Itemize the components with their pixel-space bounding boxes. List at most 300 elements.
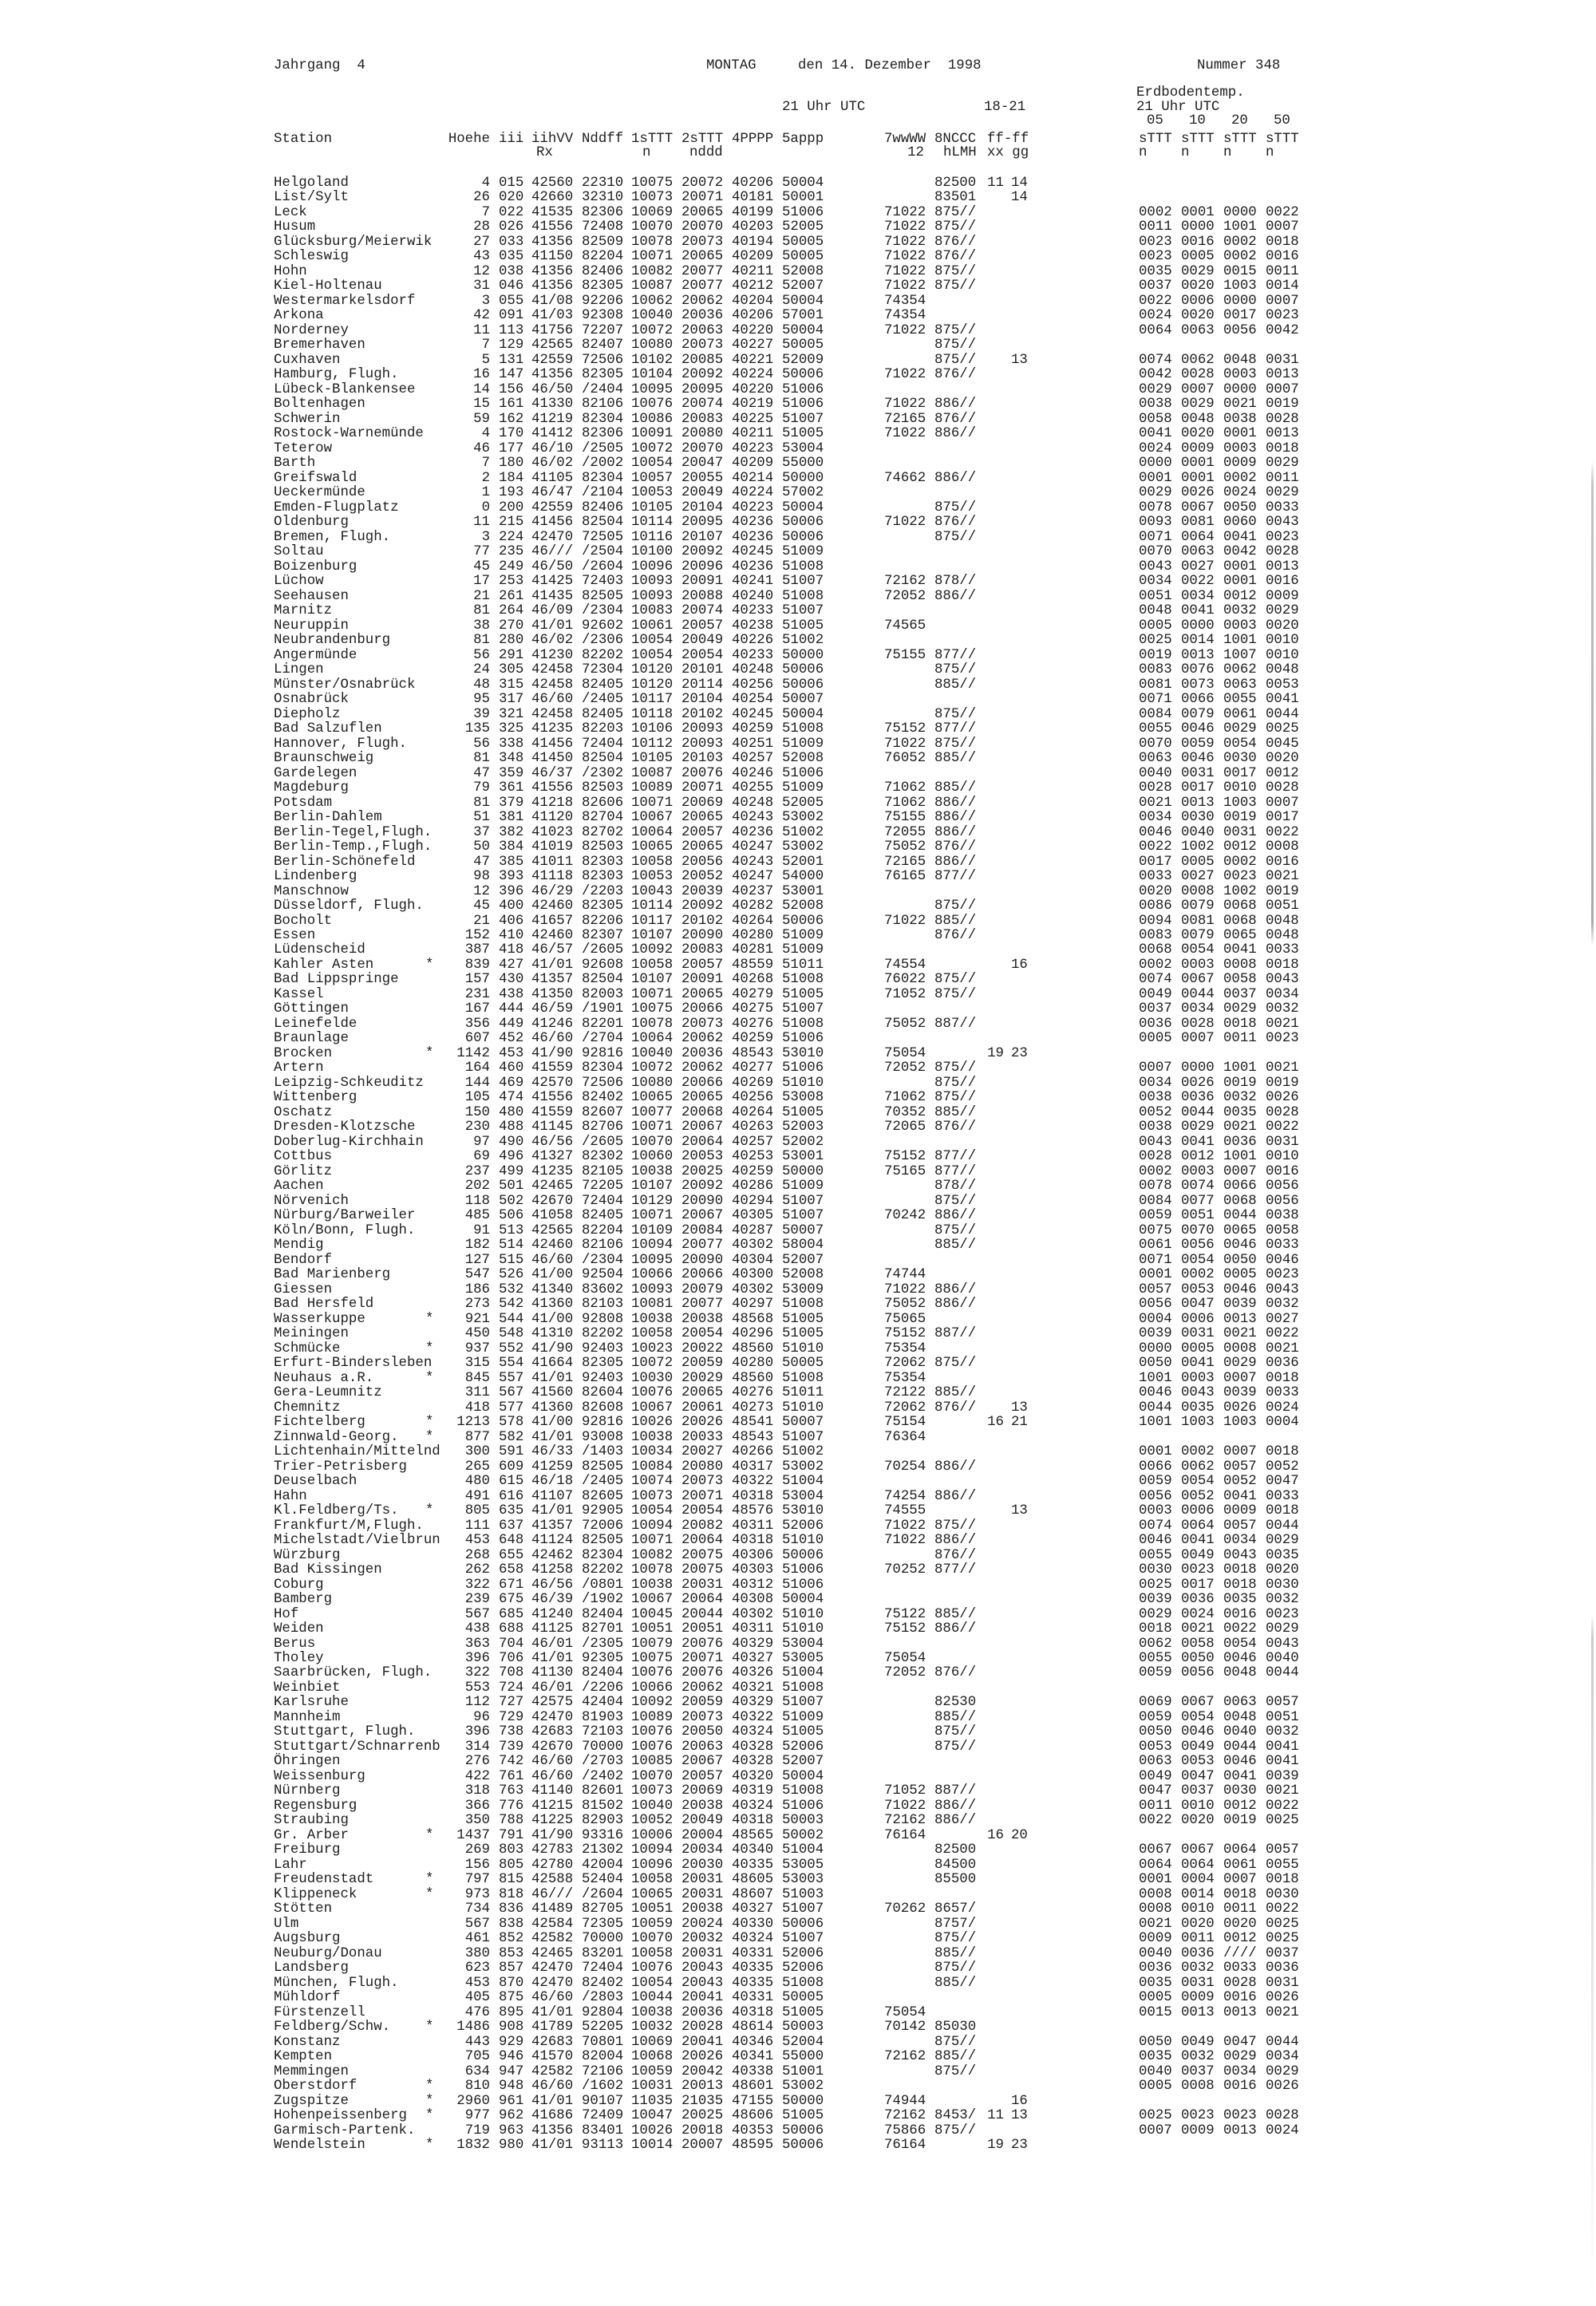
group-2sttt: 20076 — [681, 1665, 724, 1681]
soil-temp-50: 0018 — [1266, 1872, 1299, 1888]
soil-temp-20: 0010 — [1223, 780, 1257, 796]
group-4pppp: 40335 — [732, 1975, 774, 1991]
group-7wwww: 71022 — [884, 234, 926, 250]
soil-temp-05: 0051 — [1139, 588, 1172, 604]
group-5appp: 53003 — [782, 1872, 824, 1888]
group-7wwww: 70242 — [884, 1208, 926, 1224]
group-iihvv: 41125 — [531, 1621, 574, 1637]
group-1sttt: 10120 — [631, 677, 674, 693]
col-ff: ff-ff — [987, 132, 1029, 147]
soil-temp-10: 0050 — [1181, 1651, 1215, 1666]
station-id: 180 — [499, 456, 524, 472]
soil-temp-20: 0018 — [1223, 1577, 1257, 1593]
station-id: 381 — [499, 810, 524, 826]
group-7wwww: 71022 — [884, 219, 926, 235]
group-8nccc: 886// — [934, 824, 977, 840]
mountain-station-marker: * — [425, 1311, 434, 1327]
soil-temp-20: 0030 — [1223, 751, 1257, 767]
group-5appp: 53002 — [782, 810, 824, 826]
group-5appp: 52003 — [782, 1119, 824, 1135]
table-row — [0, 649, 1357, 663]
group-4pppp: 48559 — [732, 957, 774, 973]
table-row — [0, 1843, 1357, 1858]
group-1sttt: 10059 — [631, 2063, 674, 2079]
group-iihvv: 41/90 — [531, 1045, 574, 1061]
soil-temp-20: 0048 — [1223, 352, 1257, 368]
group-nddff: 92816 — [582, 1045, 624, 1061]
elevation: 231 — [464, 986, 490, 1002]
soil-temp-05: 0038 — [1139, 1090, 1172, 1106]
soil-temp-50: 0022 — [1266, 1119, 1299, 1135]
soil-temp-10: 1002 — [1181, 839, 1215, 855]
station-id: 348 — [499, 751, 524, 767]
station-name: Teterow — [274, 440, 333, 456]
elevation: 380 — [464, 1945, 490, 1961]
soil-temp-05: 0002 — [1139, 1163, 1172, 1179]
station-id: 637 — [499, 1518, 524, 1534]
group-nddff: /2504 — [582, 544, 624, 560]
group-7wwww: 71022 — [884, 322, 926, 338]
table-row — [0, 294, 1357, 309]
soil-temp-05: 0028 — [1139, 780, 1172, 796]
soil-temp-10: 0047 — [1181, 1768, 1215, 1784]
group-4pppp: 40306 — [732, 1547, 774, 1563]
group-1sttt: 10038 — [631, 1163, 674, 1179]
soil-temp-10: 0032 — [1181, 2049, 1215, 2065]
elevation: 21 — [473, 588, 490, 604]
station-name: Ulm — [274, 1916, 299, 1932]
soil-temp-10: 0041 — [1181, 1533, 1215, 1549]
station-name: Giessen — [274, 1281, 333, 1297]
group-nddff: 82405 — [582, 706, 624, 722]
elevation: 418 — [464, 1400, 490, 1416]
soil-temp-10: 0009 — [1181, 440, 1215, 456]
station-id: 875 — [499, 1990, 524, 2006]
soil-temp-50: 0020 — [1266, 751, 1299, 767]
elevation: 7 — [481, 456, 490, 472]
group-5appp: 51007 — [782, 1931, 824, 1947]
station-id: 727 — [499, 1695, 524, 1711]
group-nddff: 82503 — [582, 839, 624, 855]
station-name: Osnabrück — [274, 692, 349, 708]
group-1sttt: 10023 — [631, 1341, 674, 1356]
soil-temp-10: 0037 — [1181, 1783, 1215, 1799]
soil-temp-05: 0007 — [1139, 2122, 1172, 2138]
soil-temp-10: 0011 — [1181, 1931, 1215, 1947]
table-row — [0, 1504, 1357, 1518]
group-5appp: 51009 — [782, 544, 824, 560]
soil-temp-50: 0017 — [1266, 810, 1299, 826]
group-iihvv: 41350 — [531, 986, 574, 1002]
group-7wwww: 70352 — [884, 1104, 926, 1120]
group-4pppp: 40300 — [732, 1267, 774, 1283]
group-7wwww: 72052 — [884, 1060, 926, 1076]
group-2sttt: 20093 — [681, 736, 724, 752]
group-8nccc: 885// — [934, 1945, 977, 1961]
table-row — [0, 2006, 1357, 2020]
elevation: 186 — [464, 1281, 490, 1297]
group-7wwww: 71022 — [884, 1533, 926, 1549]
station-name: Klippeneck — [274, 1886, 358, 1902]
group-4pppp: 40181 — [732, 190, 774, 206]
group-7wwww: 72062 — [884, 1400, 926, 1416]
gust-ff-gg: 13 — [1011, 352, 1028, 368]
group-1sttt: 10076 — [631, 1960, 674, 1976]
group-8nccc: 83501 — [934, 190, 977, 206]
soil-temp-10: 0012 — [1181, 1149, 1215, 1165]
soil-temp-05: 0084 — [1139, 1193, 1172, 1209]
gust-ff-xx: 19 — [987, 2138, 1004, 2154]
group-iihvv: 41340 — [531, 1281, 574, 1297]
elevation: 350 — [464, 1813, 490, 1829]
group-5appp: 51005 — [782, 618, 824, 634]
elevation: 262 — [464, 1562, 490, 1578]
soil-temp-20: 1003 — [1223, 1415, 1257, 1431]
group-iihvv: 41559 — [531, 1060, 574, 1076]
group-nddff: /2203 — [582, 883, 624, 899]
group-7wwww: 72055 — [884, 824, 926, 840]
soil-temp-05: 0002 — [1139, 957, 1172, 973]
soil-temp-50: 0058 — [1266, 1222, 1299, 1238]
group-1sttt: 10080 — [631, 338, 674, 353]
group-iihvv: 41/00 — [531, 1415, 574, 1431]
group-1sttt: 10109 — [631, 1222, 674, 1238]
group-1sttt: 10077 — [631, 1104, 674, 1120]
station-name: Freiburg — [274, 1842, 341, 1858]
elevation: 202 — [464, 1179, 490, 1194]
soil-temp-50: 0032 — [1266, 1724, 1299, 1740]
group-5appp: 50000 — [782, 647, 824, 663]
soil-temp-50: 0033 — [1266, 942, 1299, 958]
gust-ff-gg: 13 — [1011, 1503, 1028, 1519]
soil-temp-10: 0002 — [1181, 1444, 1215, 1460]
soil-temp-50: 0044 — [1266, 1665, 1299, 1681]
soil-temp-20: 0001 — [1223, 574, 1257, 590]
table-row — [0, 604, 1357, 618]
soil-temp-20: 0061 — [1223, 706, 1257, 722]
table-row — [0, 501, 1357, 515]
station-id: 544 — [499, 1311, 524, 1327]
group-1sttt: 10061 — [631, 618, 674, 634]
group-2sttt: 20064 — [681, 1134, 724, 1150]
group-8nccc: 875// — [934, 1060, 977, 1076]
observation-time: 21 Uhr UTC — [782, 100, 866, 115]
station-name: Ueckermünde — [274, 485, 365, 501]
elevation: 1142 — [456, 1045, 490, 1061]
soil-code: sTTT — [1139, 132, 1172, 147]
soil-temp-05: 0034 — [1139, 574, 1172, 590]
group-2sttt: 20077 — [681, 263, 724, 279]
group-4pppp: 40312 — [732, 1577, 774, 1593]
station-id: 193 — [499, 485, 524, 501]
soil-temp-10: 0035 — [1181, 1400, 1215, 1416]
group-1sttt: 10129 — [631, 1193, 674, 1209]
elevation: 91 — [473, 1222, 490, 1238]
group-iihvv: 46/29 — [531, 883, 574, 899]
group-7wwww: 76022 — [884, 972, 926, 988]
group-8nccc: 886// — [934, 1459, 977, 1475]
group-2sttt: 20072 — [681, 176, 724, 191]
group-4pppp: 40257 — [732, 751, 774, 767]
station-id: 453 — [499, 1045, 524, 1061]
soil-temp-20: 0057 — [1223, 1518, 1257, 1534]
group-4pppp: 40324 — [732, 1724, 774, 1740]
soil-temp-20: 0016 — [1223, 2079, 1257, 2095]
elevation: 81 — [473, 751, 490, 767]
group-4pppp: 48605 — [732, 1872, 774, 1888]
soil-temp-05: 0004 — [1139, 1311, 1172, 1327]
group-2sttt: 20062 — [681, 293, 724, 309]
mountain-station-marker: * — [425, 2093, 434, 2109]
group-iihvv: 41/01 — [531, 957, 574, 973]
group-5appp: 51010 — [782, 1400, 824, 1416]
group-8nccc: 875// — [934, 1960, 977, 1976]
group-nddff: 82608 — [582, 1400, 624, 1416]
group-2sttt: 20057 — [681, 824, 724, 840]
soil-temp-10: 0076 — [1181, 662, 1215, 678]
table-row — [0, 1858, 1357, 1873]
group-nddff: 70000 — [582, 1739, 624, 1755]
group-2sttt: 20034 — [681, 1842, 724, 1858]
table-row — [0, 2109, 1357, 2123]
col-5appp: 5appp — [782, 132, 824, 147]
soil-temp-10: 0041 — [1181, 1356, 1215, 1372]
group-nddff: /2206 — [582, 1680, 624, 1696]
station-name: Chemnitz — [274, 1400, 341, 1416]
group-4pppp: 40280 — [732, 927, 774, 943]
station-name: Fürstenzell — [274, 2004, 365, 2020]
group-iihvv: 41/01 — [531, 1503, 574, 1519]
elevation: 12 — [473, 263, 490, 279]
group-iihvv: 46/57 — [531, 942, 574, 958]
soil-temp-20: 0050 — [1223, 500, 1257, 515]
station-id: 410 — [499, 927, 524, 943]
soil-temp-20: 0034 — [1223, 1533, 1257, 1549]
mountain-station-marker: * — [425, 1429, 434, 1445]
station-name: Aachen — [274, 1179, 324, 1194]
group-nddff: 82706 — [582, 1119, 624, 1135]
group-2sttt: 20022 — [681, 1341, 724, 1356]
soil-temp-20: 0041 — [1223, 1488, 1257, 1504]
group-5appp: 52008 — [782, 751, 824, 767]
group-4pppp: 40304 — [732, 1252, 774, 1268]
group-4pppp: 40247 — [732, 869, 774, 885]
soil-temp-05: 0035 — [1139, 1975, 1172, 1991]
soil-temp-20: 0017 — [1223, 765, 1257, 781]
group-iihvv: 46/59 — [531, 1001, 574, 1017]
table-row — [0, 2065, 1357, 2079]
elevation: 56 — [473, 647, 490, 663]
table-row — [0, 1401, 1357, 1416]
group-7wwww: 75155 — [884, 810, 926, 826]
group-1sttt: 10054 — [631, 456, 674, 472]
soil-temp-05: 0074 — [1139, 1518, 1172, 1534]
station-id: 026 — [499, 219, 524, 235]
group-2sttt: 20043 — [681, 1960, 724, 1976]
soil-temp-50: 0021 — [1266, 1341, 1299, 1356]
group-1sttt: 10092 — [631, 942, 674, 958]
group-5appp: 51010 — [782, 1621, 824, 1637]
group-4pppp: 40236 — [732, 515, 774, 531]
group-nddff: 82202 — [582, 1562, 624, 1578]
table-row — [0, 1327, 1357, 1341]
group-8nccc: 886// — [934, 1813, 977, 1829]
soil-temp-20: 0065 — [1223, 1222, 1257, 1238]
station-name: Neubrandenburg — [274, 633, 391, 649]
group-iihvv: 46/50 — [531, 381, 574, 397]
table-row — [0, 826, 1357, 840]
soil-temp-10: 0029 — [1181, 1119, 1215, 1135]
group-iihvv: 41230 — [531, 647, 574, 663]
elevation: 269 — [464, 1842, 490, 1858]
group-2sttt: 20065 — [681, 204, 724, 220]
group-2sttt: 20013 — [681, 2079, 724, 2095]
station-name: Berlin-Schönefeld — [274, 854, 416, 870]
elevation: 1437 — [456, 1827, 490, 1843]
soil-temp-50: 0016 — [1266, 249, 1299, 265]
soil-temp-10: 0032 — [1181, 1960, 1215, 1976]
station-name: Bendorf — [274, 1252, 333, 1268]
soil-temp-50: 0025 — [1266, 1813, 1299, 1829]
group-5appp: 51005 — [782, 986, 824, 1002]
group-5appp: 51004 — [782, 1665, 824, 1681]
group-1sttt: 10100 — [631, 544, 674, 560]
group-nddff: 72106 — [582, 2063, 624, 2079]
soil-temp-05: 0040 — [1139, 765, 1172, 781]
group-nddff: /2302 — [582, 765, 624, 781]
group-2sttt: 20042 — [681, 2063, 724, 2079]
group-iihvv: 41657 — [531, 913, 574, 929]
station-name: Hof — [274, 1606, 299, 1622]
station-name: Rostock-Warnemünde — [274, 426, 424, 442]
group-8nccc: 875// — [934, 1356, 977, 1372]
table-row — [0, 722, 1357, 736]
station-name: Meiningen — [274, 1326, 349, 1342]
soil-temp-05: 0030 — [1139, 1562, 1172, 1578]
group-nddff: 82303 — [582, 854, 624, 870]
table-row — [0, 1356, 1357, 1371]
group-iihvv: 42565 — [531, 338, 574, 353]
soil-temp-05: 0052 — [1139, 1104, 1172, 1120]
group-8nccc: 875// — [934, 263, 977, 279]
mountain-station-marker: * — [425, 1503, 434, 1519]
soil-code: sTTT — [1266, 132, 1299, 147]
group-5appp: 51007 — [782, 411, 824, 427]
group-2sttt: 20066 — [681, 1001, 724, 1017]
group-iihvv: 46/33 — [531, 1444, 574, 1460]
station-name: Stuttgart, Flugh. — [274, 1724, 416, 1740]
group-nddff: 82404 — [582, 1665, 624, 1681]
soil-temp-50: 0028 — [1266, 2108, 1299, 2124]
group-8nccc: 875// — [934, 736, 977, 752]
elevation: 2960 — [456, 2093, 490, 2109]
soil-temp-20: 0011 — [1223, 1031, 1257, 1047]
mountain-station-marker: * — [425, 1827, 434, 1843]
group-nddff: 92504 — [582, 1267, 624, 1283]
group-iihvv: 41/08 — [531, 293, 574, 309]
group-7wwww: 70254 — [884, 1459, 926, 1475]
station-name: Seehausen — [274, 588, 349, 604]
table-row — [0, 1770, 1357, 1784]
group-nddff: 82705 — [582, 1901, 624, 1917]
group-iihvv: 41/01 — [531, 1651, 574, 1666]
soil-temp-10: 0023 — [1181, 2108, 1215, 2124]
group-5appp: 50004 — [782, 1592, 824, 1608]
table-row — [0, 575, 1357, 589]
group-nddff: 82203 — [582, 721, 624, 737]
group-iihvv: 42465 — [531, 1179, 574, 1194]
group-5appp: 53004 — [782, 1488, 824, 1504]
station-name: Feldberg/Schw. — [274, 2020, 391, 2036]
group-8nccc: 885// — [934, 1606, 977, 1622]
group-8nccc: 876// — [934, 1119, 977, 1135]
soil-temp-10: 0041 — [1181, 603, 1215, 619]
group-iihvv: 41489 — [531, 1901, 574, 1917]
soil-temp-10: 0029 — [1181, 397, 1215, 413]
station-id: 215 — [499, 515, 524, 531]
soil-temp-50: 0013 — [1266, 367, 1299, 383]
group-2sttt: 20104 — [681, 500, 724, 515]
soil-temp-10: 0020 — [1181, 308, 1215, 324]
group-iihvv: 41019 — [531, 839, 574, 855]
soil-temp-50: 0043 — [1266, 1281, 1299, 1297]
group-8nccc: 885// — [934, 1104, 977, 1120]
group-4pppp: 48541 — [732, 1415, 774, 1431]
group-4pppp: 40256 — [732, 1090, 774, 1106]
elevation: 152 — [464, 927, 490, 943]
station-id: 532 — [499, 1281, 524, 1297]
soil-temp-20: 0036 — [1223, 1134, 1257, 1150]
group-nddff: 82201 — [582, 1016, 624, 1032]
soil-temp-50: 0013 — [1266, 426, 1299, 442]
group-2sttt: 20071 — [681, 1488, 724, 1504]
soil-temp-05: 0035 — [1139, 2049, 1172, 2065]
group-1sttt: 10076 — [631, 1385, 674, 1401]
station-id: 515 — [499, 1252, 524, 1268]
group-4pppp: 40227 — [732, 338, 774, 353]
soil-temp-05: 0070 — [1139, 736, 1172, 752]
soil-temp-05: 0049 — [1139, 1768, 1172, 1784]
table-row — [0, 324, 1357, 338]
soil-temp-05: 0059 — [1139, 1474, 1172, 1490]
soil-temp-10: 0002 — [1181, 1267, 1215, 1283]
soil-n: n — [1139, 145, 1148, 160]
elevation: 396 — [464, 1724, 490, 1740]
station-id: 548 — [499, 1326, 524, 1342]
group-8nccc: 886// — [934, 1798, 977, 1814]
group-2sttt: 20036 — [681, 1045, 724, 1061]
group-2sttt: 20067 — [681, 1119, 724, 1135]
group-5appp: 51006 — [782, 1577, 824, 1593]
soil-temp-05: 0068 — [1139, 942, 1172, 958]
table-row — [0, 486, 1357, 500]
group-8nccc: 875// — [934, 1518, 977, 1534]
table-row — [0, 383, 1357, 397]
group-iihvv: 41215 — [531, 1798, 574, 1814]
table-row — [0, 1032, 1357, 1046]
group-2sttt: 20038 — [681, 1798, 724, 1814]
table-row — [0, 708, 1357, 722]
col-2sttt: 2sTTT — [681, 132, 724, 147]
group-4pppp: 40326 — [732, 1665, 774, 1681]
group-5appp: 51005 — [782, 2004, 824, 2020]
group-4pppp: 40329 — [732, 1636, 774, 1652]
soil-temp-20: 0011 — [1223, 1901, 1257, 1917]
group-2sttt: 20069 — [681, 795, 724, 811]
soil-temp-05: 0040 — [1139, 1945, 1172, 1961]
group-nddff: 82402 — [582, 1975, 624, 1991]
station-name: Görlitz — [274, 1163, 333, 1179]
